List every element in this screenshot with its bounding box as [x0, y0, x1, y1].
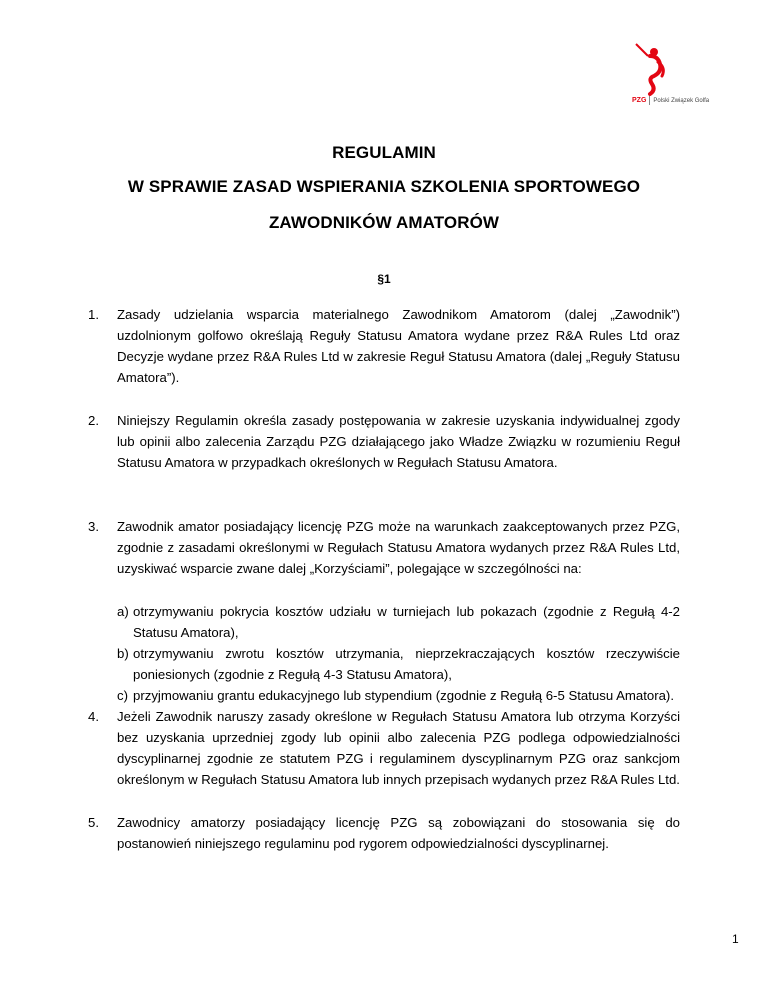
paragraph-text: Zasady udzielania wsparcia materialnego Zawodnikom Amatorom (dalej „Zawodnik”) uzdolnionym golfowo określają Reguły Statusu Amatora wydane przez R&A Rules Ltd oraz Decyzje wydane przez R&A Rules Ltd w zakresie Reguł Statusu Amatora (dalej „Reguły Statusu Amatora”).: [117, 307, 680, 385]
paragraph-text: Zawodnicy amatorzy posiadający licencję PZG są zobowiązani do stosowania się do postanowień niniejszego regulaminu pod rygorem odpowiedzialności dyscyplinarnej.: [117, 815, 680, 851]
page-number: 1: [732, 932, 739, 946]
document-title: REGULAMIN: [332, 143, 436, 162]
paragraph-text: Niniejszy Regulamin określa zasady postępowania w zakresie uzyskania indywidualnej zgody lub opinii albo zalecenia Zarządu PZG działającego jako Władze Związku w rozumieniu Reguł Statusu Amatora w przypadkach określonych w Regułach Statusu Amatora.: [117, 413, 680, 470]
paragraph-number: 1.: [88, 307, 99, 322]
sub-list: [117, 601, 680, 706]
list-item-letter: c): [117, 688, 128, 703]
pzg-logo: [600, 40, 710, 110]
paragraph-number: 2.: [88, 413, 99, 428]
list-item: [117, 685, 680, 706]
logo-abbr: PZG: [632, 97, 647, 105]
list-item-letter: b): [117, 646, 129, 661]
list-item-text: przyjmowaniu grantu edukacyjnego lub stypendium (zgodnie z Regułą 6-5 Statusu Amatora).: [133, 688, 674, 703]
list-item: [117, 643, 680, 685]
paragraph-text: Jeżeli Zawodnik naruszy zasady określone w Regułach Statusu Amatora lub otrzyma Korzyści bez uzyskania uprzedniej zgody lub opinii albo zalecenia PZG podlega odpowiedzialności dyscyplinarnej zgodnie ze statutem PZG i regulaminem dyscyplinarnym PZG oraz sankcjom określonym w Regułach Statusu Amatora lub innych przepisach wydanych przez R&A Rules Ltd.: [117, 709, 680, 787]
paragraph-text: Zawodnik amator posiadający licencję PZG może na warunkach zaakceptowanych przez PZG, zgodnie z zasadami określonymi w Regułach Statusu Amatora wydanych przez R&A Rules Ltd, uzyskiwać wsparcie zwane dalej „Korzyściami”, polegające w szczególności na:: [117, 519, 680, 576]
list-item-letter: a): [117, 604, 129, 619]
logo-org-name: Polski Związek Golfa: [653, 98, 710, 105]
list-item-text: otrzymywaniu zwrotu kosztów utrzymania, nieprzekraczających kosztów rzeczywiście poniesionych (zgodnie z Regułą 4-3 Statusu Amatora),: [133, 646, 680, 682]
list-item: [117, 601, 680, 643]
paragraph-number: 4.: [88, 709, 99, 724]
section-mark: §1: [377, 272, 391, 286]
list-item-text: otrzymywaniu pokrycia kosztów udziału w turniejach lub pokazach (zgodnie z Regułą 4-2 Statusu Amatora),: [133, 604, 680, 640]
golfer-icon: [632, 40, 672, 96]
document-subtitle-line2: ZAWODNIKÓW AMATORÓW: [268, 213, 500, 232]
logo-caption: [632, 96, 709, 105]
paragraph-number: 3.: [88, 519, 99, 534]
paragraph-number: 5.: [88, 815, 99, 830]
document-subtitle-line1: W SPRAWIE ZASAD WSPIERANIA SZKOLENIA SPORTOWEGO: [127, 177, 641, 196]
